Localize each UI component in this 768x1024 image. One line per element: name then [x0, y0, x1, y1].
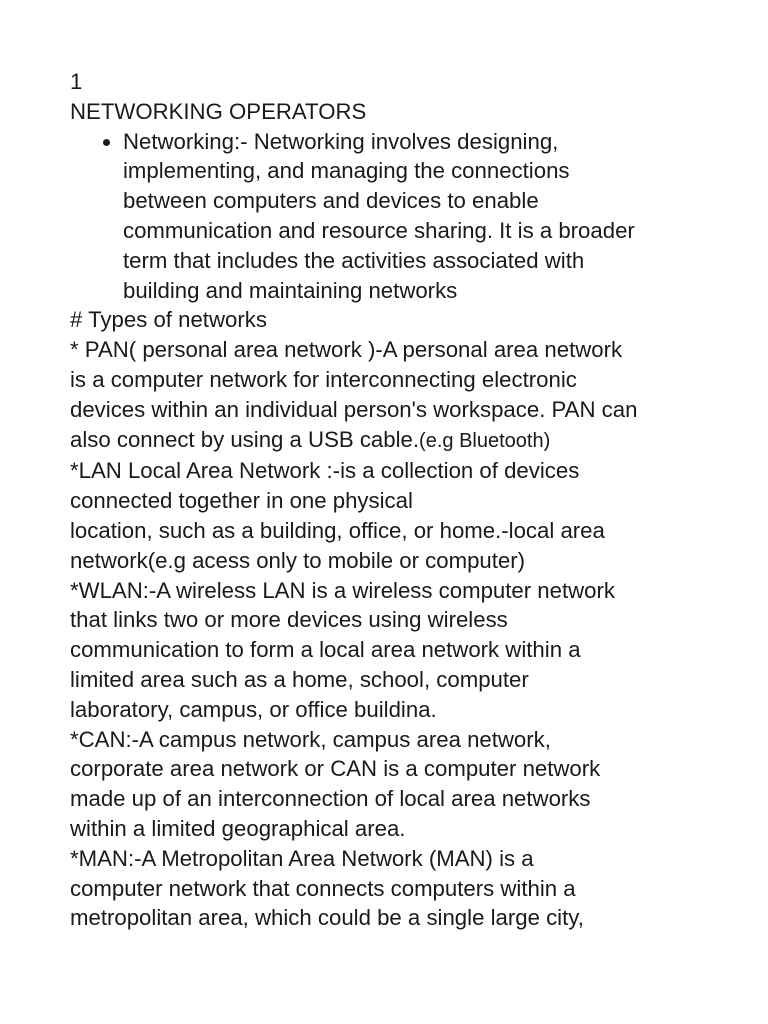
pan-paragraph — [70, 335, 710, 456]
man-line: computer network that connects computers within a — [70, 875, 576, 901]
can-line: corporate area network or CAN is a computer network — [70, 756, 601, 782]
networking-bullet-list — [70, 127, 710, 306]
bullet-line: Networking:- Networking involves designing, — [123, 128, 559, 154]
bullet-dot-icon — [103, 139, 110, 146]
man-line: metropolitan area, which could be a single large city, — [70, 905, 584, 931]
can-line: *CAN:-A campus network, campus area network, — [70, 726, 551, 752]
types-heading: # Types of networks — [70, 307, 267, 333]
pan-example-text: (e.g Bluetooth) — [419, 429, 551, 452]
pan-line: is a computer network for interconnecting electronic — [70, 366, 577, 392]
document-title: NETWORKING OPERATORS — [70, 98, 367, 124]
can-line: within a limited geographical area. — [70, 815, 406, 841]
pan-line: devices within an individual person's workspace. PAN can — [70, 396, 638, 422]
bullet-line: building and maintaining networks — [123, 277, 458, 303]
can-line: made up of an interconnection of local area networks — [70, 786, 591, 812]
pan-last-line — [70, 425, 710, 457]
bullet-line: implementing, and managing the connections — [123, 158, 570, 184]
document-page — [70, 67, 710, 933]
wlan-paragraph — [70, 576, 710, 725]
lan-line: *LAN Local Area Network :-is a collection of devices — [70, 458, 580, 484]
wlan-line: *WLAN:-A wireless LAN is a wireless computer network — [70, 577, 615, 603]
bullet-line: communication and resource sharing. It is a broader — [123, 217, 635, 243]
bullet-line: between computers and devices to enable — [123, 188, 539, 214]
wlan-line: that links two or more devices using wireless — [70, 607, 508, 633]
pan-last-line-main: also connect by using a USB cable. — [70, 426, 420, 452]
page-number: 1 — [70, 69, 83, 94]
lan-line: connected together in one physical — [70, 488, 413, 514]
pan-line: * PAN( personal area network )-A personal area network — [70, 337, 623, 363]
man-paragraph — [70, 844, 710, 933]
wlan-line: communication to form a local area network within a — [70, 637, 581, 663]
wlan-line: laboratory, campus, or office buildina. — [70, 696, 437, 722]
lan-line: location, such as a building, office, or home.-local area — [70, 517, 605, 543]
bullet-line: term that includes the activities associated with — [123, 247, 585, 273]
lan-line: network(e.g acess only to mobile or computer) — [70, 547, 526, 573]
wlan-line: limited area such as a home, school, computer — [70, 666, 529, 692]
can-paragraph — [70, 725, 710, 844]
lan-paragraph — [70, 456, 710, 575]
man-line: *MAN:-A Metropolitan Area Network (MAN) is a — [70, 845, 534, 871]
networking-bullet-item — [70, 127, 710, 306]
